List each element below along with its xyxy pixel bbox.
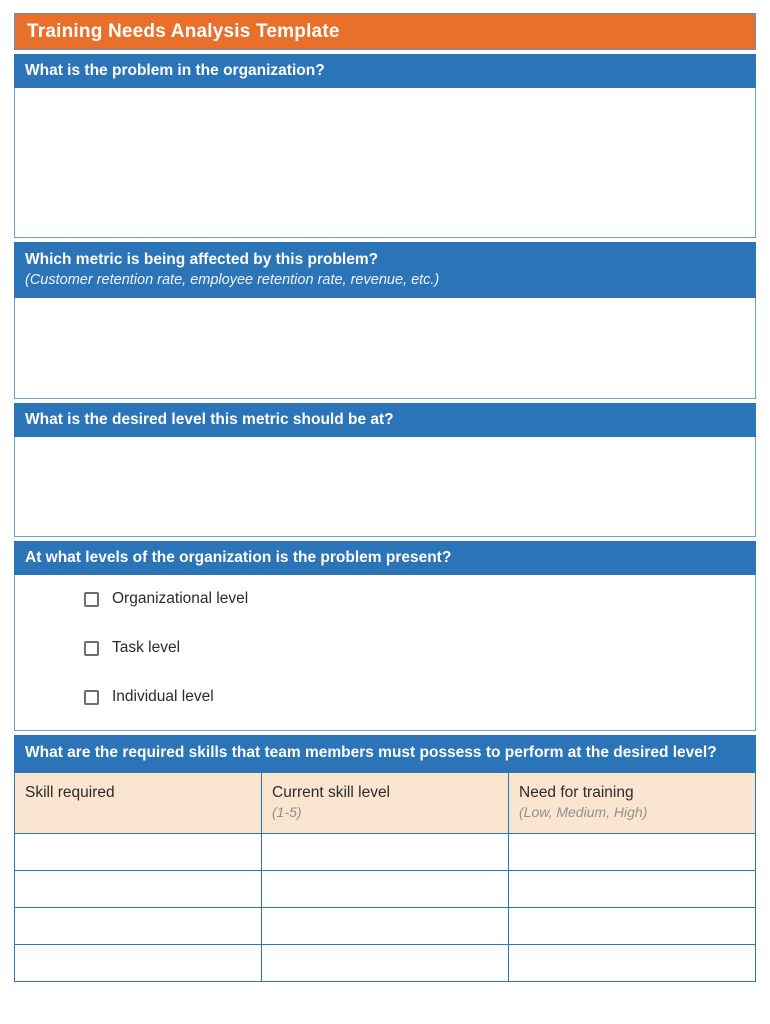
cell-need-for-training[interactable] xyxy=(509,833,756,870)
cell-need-for-training[interactable] xyxy=(509,944,756,981)
question-text: Which metric is being affected by this problem? xyxy=(25,251,379,269)
table-row xyxy=(15,907,756,944)
table-row xyxy=(15,944,756,981)
checkbox-icon[interactable] xyxy=(84,690,99,705)
question-bar-desired-level xyxy=(14,403,756,437)
column-hint: (Low, Medium, High) xyxy=(519,803,648,820)
answer-area-problem[interactable] xyxy=(14,88,756,238)
org-levels-options xyxy=(14,575,756,731)
checkbox-icon[interactable] xyxy=(84,641,99,656)
cell-skill-required[interactable] xyxy=(15,907,262,944)
question-hint: (Customer retention rate, employee retention rate, revenue, etc.) xyxy=(25,272,440,289)
question-text: At what levels of the organization is the problem present? xyxy=(25,549,452,567)
answer-area-desired-level[interactable] xyxy=(14,437,756,537)
answer-area-metric[interactable] xyxy=(14,298,756,399)
cell-current-skill-level[interactable] xyxy=(262,907,509,944)
skills-table xyxy=(14,772,756,982)
question-text: What are the required skills that team members must possess to perform at the desired level? xyxy=(25,744,717,762)
question-bar-problem xyxy=(14,54,756,88)
column-label: Current skill level xyxy=(272,783,391,801)
cell-current-skill-level[interactable] xyxy=(262,833,509,870)
question-text: What is the desired level this metric should be at? xyxy=(25,411,394,429)
question-text: What is the problem in the organization? xyxy=(25,62,325,79)
option-individual-level[interactable] xyxy=(84,688,755,706)
table-row xyxy=(15,833,756,870)
column-hint: (1-5) xyxy=(272,803,302,820)
section-problem xyxy=(14,54,756,238)
column-label: Skill required xyxy=(25,783,115,801)
section-required-skills xyxy=(14,735,756,981)
option-label: Organizational level xyxy=(112,590,249,608)
section-desired-level xyxy=(14,403,756,537)
column-header-skill-required xyxy=(15,772,262,833)
column-label: Need for training xyxy=(519,783,634,801)
option-label: Individual level xyxy=(112,688,214,706)
table-row xyxy=(15,870,756,907)
option-organizational-level[interactable] xyxy=(84,590,755,608)
document-title-bar xyxy=(14,13,756,50)
section-org-levels xyxy=(14,541,756,731)
cell-skill-required[interactable] xyxy=(15,870,262,907)
option-task-level[interactable] xyxy=(84,639,755,657)
cell-current-skill-level[interactable] xyxy=(262,870,509,907)
column-header-need-for-training xyxy=(509,772,756,833)
section-metric xyxy=(14,242,756,399)
cell-need-for-training[interactable] xyxy=(509,907,756,944)
column-hint xyxy=(25,804,251,805)
cell-need-for-training[interactable] xyxy=(509,870,756,907)
question-bar-org-levels xyxy=(14,541,756,575)
checkbox-icon[interactable] xyxy=(84,592,99,607)
document-title: Training Needs Analysis Template xyxy=(27,20,340,42)
option-label: Task level xyxy=(112,639,181,657)
cell-skill-required[interactable] xyxy=(15,944,262,981)
skills-table-header-row xyxy=(15,772,756,833)
cell-skill-required[interactable] xyxy=(15,833,262,870)
column-header-current-skill-level xyxy=(262,772,509,833)
cell-current-skill-level[interactable] xyxy=(262,944,509,981)
question-bar-metric xyxy=(14,242,756,298)
question-bar-required-skills xyxy=(14,735,756,771)
